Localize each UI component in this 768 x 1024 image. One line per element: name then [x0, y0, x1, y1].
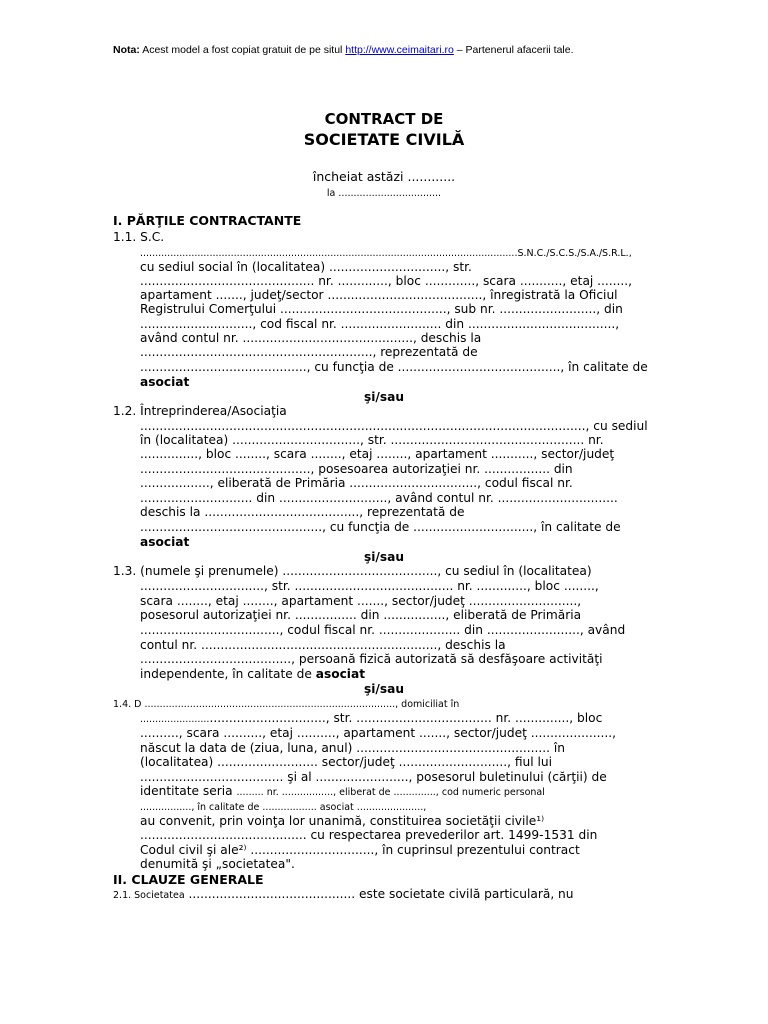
p13-line: ...................................., codul fiscal nr. ..................... din ........................, având: [140, 623, 626, 637]
note-label: Nota:: [113, 44, 140, 56]
p13-line: ......................................., persoană fizică autorizată să desfăşoare activităţi: [140, 652, 603, 666]
p13-last-line: [140, 667, 365, 682]
p12-line: .................., eliberată de Primăria ................................., codul fiscal nr.: [140, 476, 573, 490]
p12-line: în (localitatea) ................................., str. .................................................. nr.: [140, 433, 604, 447]
concluded-place: la ..................................: [326, 188, 442, 199]
p11-line: apartament ......., judeţ/sector ........................................, înregistrată la Oficiul: [140, 288, 618, 302]
p14-line: .........., scara .........., etaj .........., apartament ......., sector/judeţ .....................,: [140, 726, 617, 740]
note-suffix: – Partenerul afacerii tale.: [456, 44, 574, 56]
p14-line-part: .......................: [140, 714, 210, 725]
p14-line: (localitatea) .......................... sector/judeţ ............................, fiul lui: [140, 755, 553, 769]
p14-line: născut la data de (ziua, luna, anul) .................................................. în: [140, 741, 565, 755]
and-or-separator: şi/sau: [363, 550, 405, 564]
p21-line-part: ........................................... este societate civilă particulară, nu: [188, 887, 574, 901]
p12-line: 1.2. Întreprinderea/Asociaţia: [113, 404, 287, 418]
p11-line: ............................................. nr. ............., bloc ............., scara ..........., etaj ........,: [140, 274, 633, 288]
source-note: [113, 44, 574, 56]
p11-line: cu sediul social în (localitatea) .............................., str.: [140, 260, 472, 274]
p14-line-part: ......... nr. ................., eliberat de .............., cod numeric personal: [236, 787, 545, 798]
p13-line: scara ........, etaj ........, apartament ......., sector/judeţ ............................,: [140, 594, 582, 608]
title-line-1: CONTRACT DE: [324, 110, 444, 128]
p14-role-line: ................., în calitate de .................. asociat ......................,: [140, 802, 427, 813]
p12-line: ............................................, posesoarea autorizaţiei nr. ................. din: [140, 462, 573, 476]
p11-line: .............................................................................................................................S.N.C./S.C.S./S.A./S.R.L.,: [140, 248, 632, 259]
p11-line: ............................................................, reprezentată de: [140, 345, 478, 359]
section-1-heading: I. PĂRŢILE CONTRACTANTE: [113, 213, 302, 228]
p12-role: asociat: [140, 535, 190, 549]
concluded-date: încheiat astăzi ............: [312, 169, 456, 184]
p14-line: 1.4. D ..................................................................................., domiciliat în: [113, 699, 460, 710]
note-text: Acest model a fost copiat gratuit de pe situl: [142, 44, 343, 56]
section-2-heading: II. CLAUZE GENERALE: [113, 872, 264, 887]
p11-line: Registrului Comerţului ..........................................., sub nr. ........................., din: [140, 302, 623, 316]
p12-line: ..............................................., cu funcţia de ..............................., în calitate de: [140, 520, 621, 534]
closing-line: au convenit, prin voinţa lor unanimă, constituirea societăţii civile¹⁾: [140, 814, 545, 828]
p11-line: ............................., cod fiscal nr. .......................... din ......................................,: [140, 317, 620, 331]
p11-line: având contul nr. ............................................, deschis la: [140, 331, 482, 345]
p13-line: ................................, str. ......................................... nr. ............., bloc ........,: [140, 579, 599, 593]
p12-line: ..............., bloc ........, scara ........, etaj ........, apartament ..........., sector/judeţ: [140, 447, 615, 461]
p13-line: contul nr. ............................................................., deschis la: [140, 638, 506, 652]
closing-line: Codul civil şi ale²⁾ ................................, în cuprinsul prezentului contract: [140, 843, 580, 857]
p12-line: deschis la ........................................, reprezentată de: [140, 505, 465, 519]
p21-line: [113, 887, 574, 903]
p14-line: [140, 711, 602, 727]
source-link[interactable]: http://www.ceimaitari.ro: [345, 44, 454, 56]
p14-line-part: .............................., str. ................................... nr. .............., bloc: [209, 711, 603, 725]
closing-line: ........................................... cu respectarea prevederilor art. 1499-1531 din: [140, 828, 598, 842]
p12-line: ............................. din ............................, având contul nr. ...............................: [140, 491, 618, 505]
title-line-2: SOCIETATE CIVILĂ: [303, 130, 465, 149]
p13-last-line-text: independente, în calitate de: [140, 667, 312, 681]
p13-role: asociat: [315, 667, 366, 681]
closing-line: denumită şi „societatea".: [140, 857, 295, 871]
p14-line: ..................................... şi al ........................, posesorul buletinului (cărţii) de: [140, 770, 607, 784]
p14-line-part: identitate seria: [140, 784, 233, 798]
and-or-separator: şi/sau: [363, 682, 405, 696]
p21-line-part: 2.1. Societatea: [113, 890, 185, 901]
p12-line: ..................................................................................................................., cu sediul: [140, 419, 648, 433]
p13-line: 1.3. (numele şi prenumele) ........................................, cu sediul în (localitatea): [113, 564, 592, 578]
p11-line: 1.1. S.C.: [113, 230, 165, 244]
p11-role: asociat: [140, 375, 190, 389]
p13-line: posesorul autorizaţiei nr. ................ din ................, eliberată de Primăria: [140, 608, 582, 622]
p14-line: [140, 784, 545, 800]
and-or-separator: şi/sau: [363, 390, 405, 404]
p11-line: ..........................................., cu funcţia de .........................................., în calitate de: [140, 360, 648, 374]
